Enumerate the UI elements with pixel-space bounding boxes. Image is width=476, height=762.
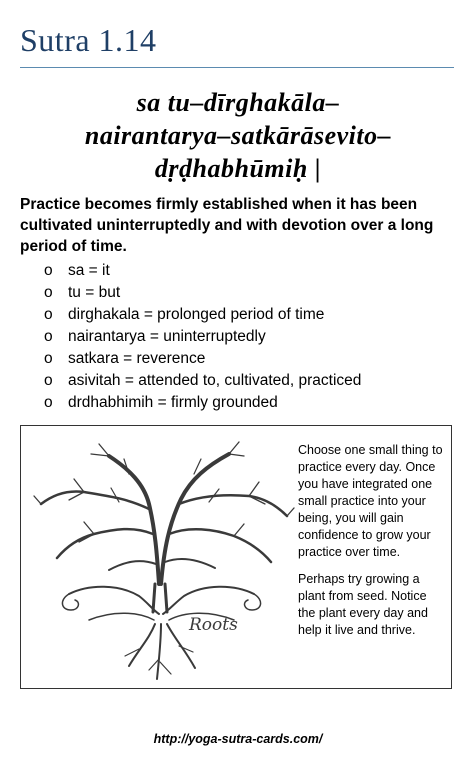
bullet-icon: o bbox=[44, 350, 53, 367]
list-item bbox=[44, 370, 361, 392]
list-item bbox=[44, 326, 361, 348]
sanskrit-verse bbox=[20, 86, 456, 185]
tree-roots-illustration bbox=[29, 434, 299, 684]
practice-card bbox=[20, 425, 452, 689]
list-item bbox=[44, 282, 361, 304]
list-item bbox=[44, 392, 361, 414]
bullet-icon: o bbox=[44, 306, 53, 323]
definition-text: drdhabhimih = firmly grounded bbox=[68, 394, 278, 411]
definition-text: dirghakala = prolonged period of time bbox=[68, 306, 325, 323]
definition-text: sa = it bbox=[68, 262, 110, 279]
bullet-icon: o bbox=[44, 394, 53, 411]
sanskrit-line-1: sa tu–dīrghakāla– bbox=[136, 88, 340, 117]
roots-label: Roots bbox=[189, 615, 238, 635]
bullet-icon: o bbox=[44, 372, 53, 389]
list-item bbox=[44, 260, 361, 282]
definition-list bbox=[44, 260, 361, 414]
translation: Practice becomes firmly established when it has been cultivated uninterruptedly and with devotion over a long period of time. bbox=[20, 196, 434, 255]
title-divider bbox=[20, 67, 454, 68]
sanskrit-line-3: dṛḍhabhūmiḥ | bbox=[154, 154, 322, 183]
definition-text: tu = but bbox=[68, 284, 121, 301]
bullet-icon: o bbox=[44, 328, 53, 345]
bullet-icon: o bbox=[44, 284, 53, 301]
bullet-icon: o bbox=[44, 262, 53, 279]
list-item bbox=[44, 304, 361, 326]
sanskrit-line-2: nairantarya–satkārāsevito– bbox=[84, 121, 392, 150]
card-paragraph-2: Perhaps try growing a plant from seed. Notice the plant every day and help it live and thrive. bbox=[298, 572, 428, 637]
definition-text: asivitah = attended to, cultivated, practiced bbox=[68, 372, 362, 389]
definition-text: nairantarya = uninterruptedly bbox=[68, 328, 266, 345]
list-item bbox=[44, 348, 361, 370]
definition-text: satkara = reverence bbox=[68, 350, 206, 367]
card-text bbox=[298, 442, 446, 649]
page-title: Sutra 1.14 bbox=[20, 22, 157, 58]
card-paragraph-1: Choose one small thing to practice every day. Once you have integrated one small practice into your being, you will gain confidence to grow your practice over time. bbox=[298, 443, 443, 559]
footer-url-link[interactable]: http://yoga-sutra-cards.com/ bbox=[153, 732, 323, 746]
